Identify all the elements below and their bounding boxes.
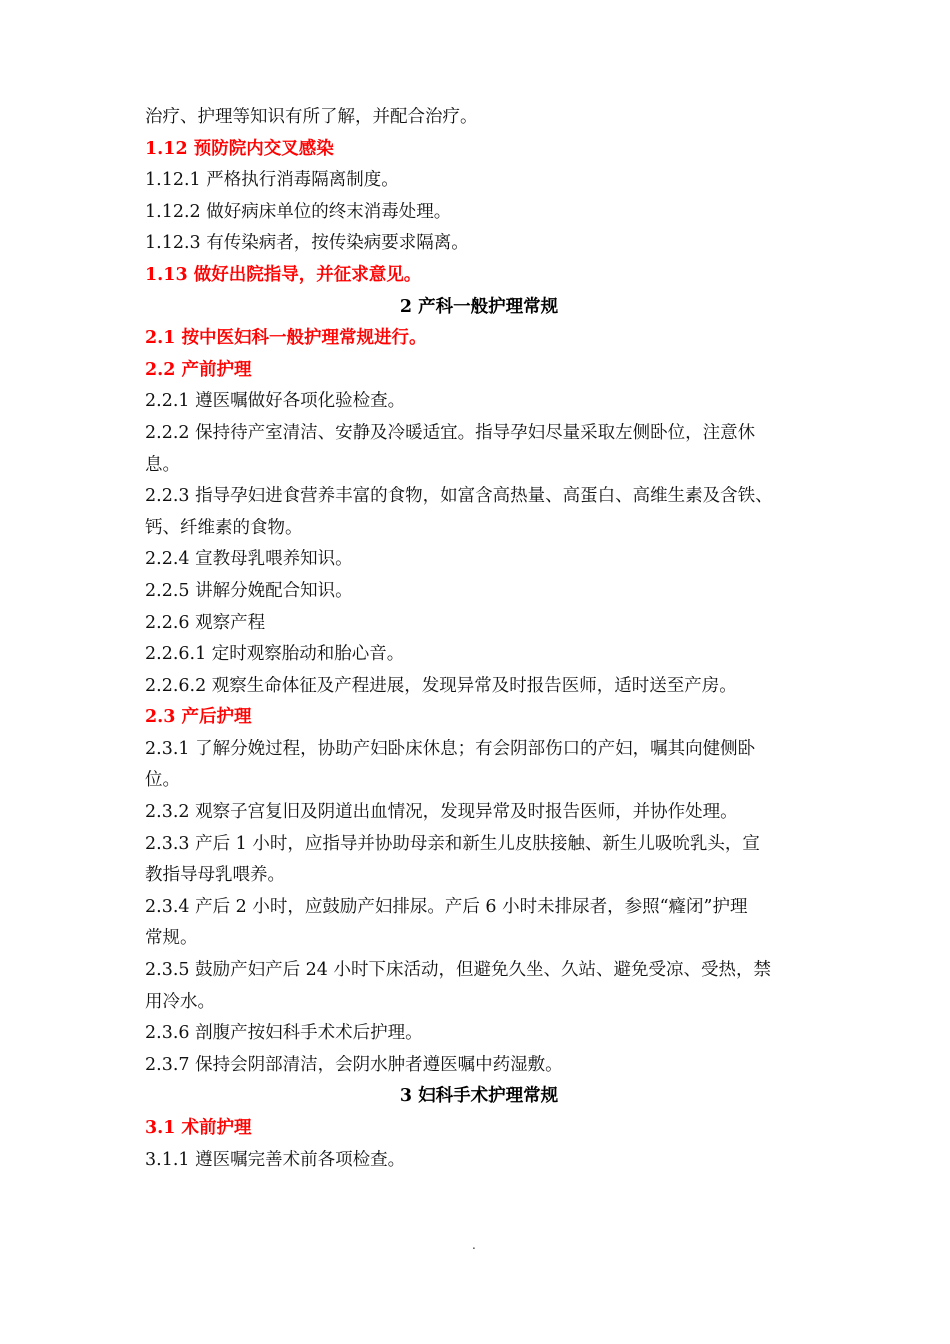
paragraph-line: 常规。 xyxy=(145,928,198,949)
paragraph-line: 治疗、护理等知识有所了解，并配合治疗。 xyxy=(145,107,478,127)
section-heading: 1.12 预防院内交叉感染 xyxy=(145,138,334,159)
paragraph-line: 教指导母乳喂养。 xyxy=(145,865,285,886)
paragraph-line: 2.3.5 鼓励产妇产后 24 小时下床活动，但避免久坐、久站、避免受凉、受热，禁 xyxy=(145,960,771,981)
paragraph-line: 位。 xyxy=(145,770,180,791)
paragraph-line: 2.3.7 保持会阴部清洁，会阴水肿者遵医嘱中药湿敷。 xyxy=(145,1054,563,1075)
paragraph-line: 用冷水。 xyxy=(145,991,215,1012)
paragraph-line: 2.2.3 指导孕妇进食营养丰富的食物，如富含高热量、高蛋白、高维生素及含铁、 xyxy=(145,486,773,507)
document-body xyxy=(145,102,813,1176)
section-heading: 2.1 按中医妇科一般护理常规进行。 xyxy=(145,328,427,349)
paragraph-line: 息。 xyxy=(145,454,180,475)
section-heading: 2.3 产后护理 xyxy=(145,707,252,728)
section-heading: 1.13 做好出院指导，并征求意见。 xyxy=(145,264,422,285)
paragraph-line: 2.2.6 观察产程 xyxy=(145,612,266,633)
paragraph-line: 2.3.2 观察子宫复旧及阴道出血情况，发现异常及时报告医师，并协作处理。 xyxy=(145,802,738,823)
paragraph-line: 2.3.6 剖腹产按妇科手术术后护理。 xyxy=(145,1023,423,1044)
paragraph-line: 2.2.6.1 定时观察胎动和胎心音。 xyxy=(145,644,405,665)
section-heading: 2.2 产前护理 xyxy=(145,359,252,380)
paragraph-line: 2.3.1 了解分娩过程，协助产妇卧床休息；有会阴部伤口的产妇，嘱其向健侧卧 xyxy=(145,738,756,759)
paragraph-line: 钙、纤维素的食物。 xyxy=(145,517,303,538)
paragraph-line: 2.2.1 遵医嘱做好各项化验检查。 xyxy=(145,391,406,412)
paragraph-line: 1.12.1 严格执行消毒隔离制度。 xyxy=(145,170,399,191)
section-heading: 3.1 术前护理 xyxy=(145,1118,252,1138)
page-footer-mark: . xyxy=(472,1238,476,1252)
chapter-title: 2 产科一般护理常规 xyxy=(399,296,559,317)
paragraph-line: 2.2.5 讲解分娩配合知识。 xyxy=(145,580,353,601)
paragraph-line: 2.3.4 产后 2 小时，应鼓励产妇排尿。产后 6 小时未排尿者，参照“癃闭”护理 xyxy=(145,896,748,917)
paragraph-line: 2.3.3 产后 1 小时，应指导并协助母亲和新生儿皮肤接触、新生儿吸吮乳头，宣 xyxy=(145,833,760,854)
paragraph-line: 1.12.3 有传染病者，按传染病要求隔离。 xyxy=(145,233,469,254)
paragraph-line: 2.2.6.2 观察生命体征及产程进展，发现异常及时报告医师，适时送至产房。 xyxy=(145,675,737,696)
paragraph-line: 3.1.1 遵医嘱完善术前各项检查。 xyxy=(145,1149,406,1170)
paragraph-line: 2.2.4 宣教母乳喂养知识。 xyxy=(145,549,353,570)
paragraph-line: 2.2.2 保持待产室清洁、安静及冷暖适宜。指导孕妇尽量采取左侧卧位，注意休 xyxy=(145,422,756,443)
paragraph-line: 1.12.2 做好病床单位的终末消毒处理。 xyxy=(145,201,452,222)
chapter-title: 3 妇科手术护理常规 xyxy=(399,1086,559,1107)
